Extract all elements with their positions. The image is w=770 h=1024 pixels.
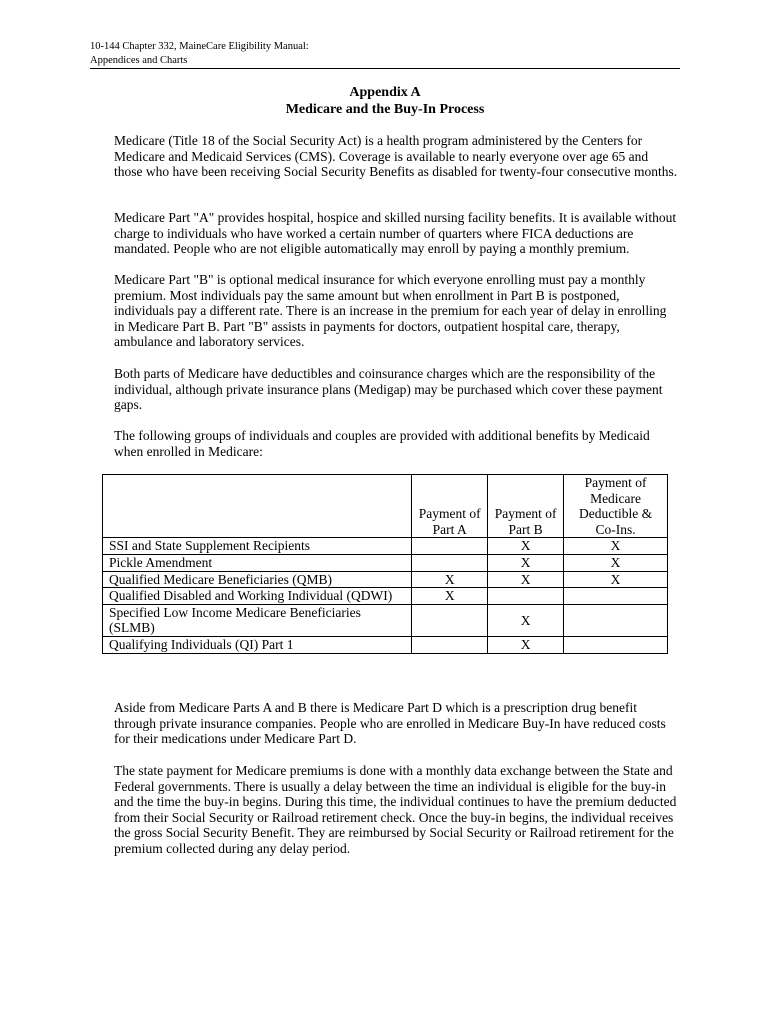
header-line-1: 10-144 Chapter 332, MaineCare Eligibility Manual:: [90, 41, 309, 52]
part-a-cell: [412, 604, 488, 636]
paragraph-medicaid-groups: The following groups of individuals and couples are provided with additional benefits by Medicaid when enrolled in Medicare:: [114, 428, 650, 459]
deductible-cell: X: [564, 538, 668, 555]
header-group: [103, 475, 412, 538]
table-row: [103, 554, 668, 571]
part-a-cell: X: [412, 571, 488, 588]
group-cell: Qualifying Individuals (QI) Part 1: [103, 636, 412, 653]
header-part-b-label: Payment of Part B: [494, 506, 557, 537]
running-header: [90, 40, 680, 67]
deductible-cell: X: [564, 571, 668, 588]
part-b-cell: X: [488, 538, 564, 555]
header-part-a: [412, 475, 488, 538]
appendix-label: Appendix A: [349, 85, 421, 100]
paragraph-medicare-overview: Medicare (Title 18 of the Social Security Act) is a health program administered by the Centers for Medicare and Medicaid Services (CMS). Coverage is available to nearly everyone over age 65 and those who have been receiving Social Security Benefits as disabled for twenty-four consecutive months.: [114, 133, 678, 180]
group-cell: Pickle Amendment: [103, 554, 412, 571]
paragraph-state-payment: The state payment for Medicare premiums is done with a monthly data exchange between the State and Federal governments. There is usually a delay between the time an individual is eligible for the buy-in and the time the buy-in begins. During this time, the individual continues to have the premium deducted from their Social Security or Railroad retirement check. Once the buy-in begins, the individual receives the gross Social Security Benefit. They are reimbursed by Social Security or Railroad retirement for the premium collected during any delay period.: [114, 763, 677, 856]
appendix-heading: Medicare and the Buy-In Process: [285, 102, 485, 117]
part-a-cell: [412, 538, 488, 555]
part-a-cell: [412, 554, 488, 571]
deductible-cell: [564, 604, 668, 636]
deductible-cell: [564, 588, 668, 605]
table-row: [103, 571, 668, 588]
table-header-row: [103, 475, 668, 538]
group-cell: Qualified Disabled and Working Individual (QDWI): [103, 588, 412, 605]
table-row: [103, 636, 668, 653]
appendix-title: [90, 84, 680, 118]
part-a-cell: [412, 636, 488, 653]
paragraph-part-d: Aside from Medicare Parts A and B there is Medicare Part D which is a prescription drug benefit through private insurance companies. People who are enrolled in Medicare Buy-In have reduced costs for their medications under Medicare Part D.: [114, 700, 666, 747]
header-deductible-label: Payment of Medicare Deductible & Co-Ins.: [578, 475, 653, 537]
table-row: [103, 538, 668, 555]
part-b-cell: X: [488, 604, 564, 636]
group-cell: Specified Low Income Medicare Beneficiaries (SLMB): [103, 604, 412, 636]
group-cell: Qualified Medicare Beneficiaries (QMB): [103, 571, 412, 588]
deductible-cell: [564, 636, 668, 653]
header-part-a-label: Payment of Part A: [418, 506, 481, 537]
paragraph-part-b: Medicare Part "B" is optional medical insurance for which everyone enrolling must pay a monthly premium. Most individuals pay the same amount but when enrollment in Part B is postponed, individuals pay a different rate. There is an increase in the premium for each year of delay in enrolling in Medicare Part B. Part "B" assists in payments for doctors, outpatient hospital care, therapy, ambulance and laboratory services.: [114, 272, 667, 350]
group-cell: SSI and State Supplement Recipients: [103, 538, 412, 555]
benefits-table: [102, 474, 668, 654]
table-row: [103, 604, 668, 636]
table-row: [103, 588, 668, 605]
part-b-cell: X: [488, 571, 564, 588]
paragraph-part-a: Medicare Part "A" provides hospital, hospice and skilled nursing facility benefits. It is available without charge to individuals who have worked a certain number of quarters where FICA deductions are mandated. People who are not eligible automatically may enroll by paying a monthly premium.: [114, 210, 677, 257]
header-divider: [90, 68, 680, 69]
part-b-cell: [488, 588, 564, 605]
part-b-cell: X: [488, 554, 564, 571]
paragraph-deductibles: Both parts of Medicare have deductibles and coinsurance charges which are the responsibility of the individual, although private insurance plans (Medigap) may be purchased which cover these payment gaps.: [114, 366, 663, 413]
header-deductible: [564, 475, 668, 538]
part-b-cell: X: [488, 636, 564, 653]
part-a-cell: X: [412, 588, 488, 605]
deductible-cell: X: [564, 554, 668, 571]
header-line-2: Appendices and Charts: [90, 54, 188, 66]
header-part-b: [488, 475, 564, 538]
